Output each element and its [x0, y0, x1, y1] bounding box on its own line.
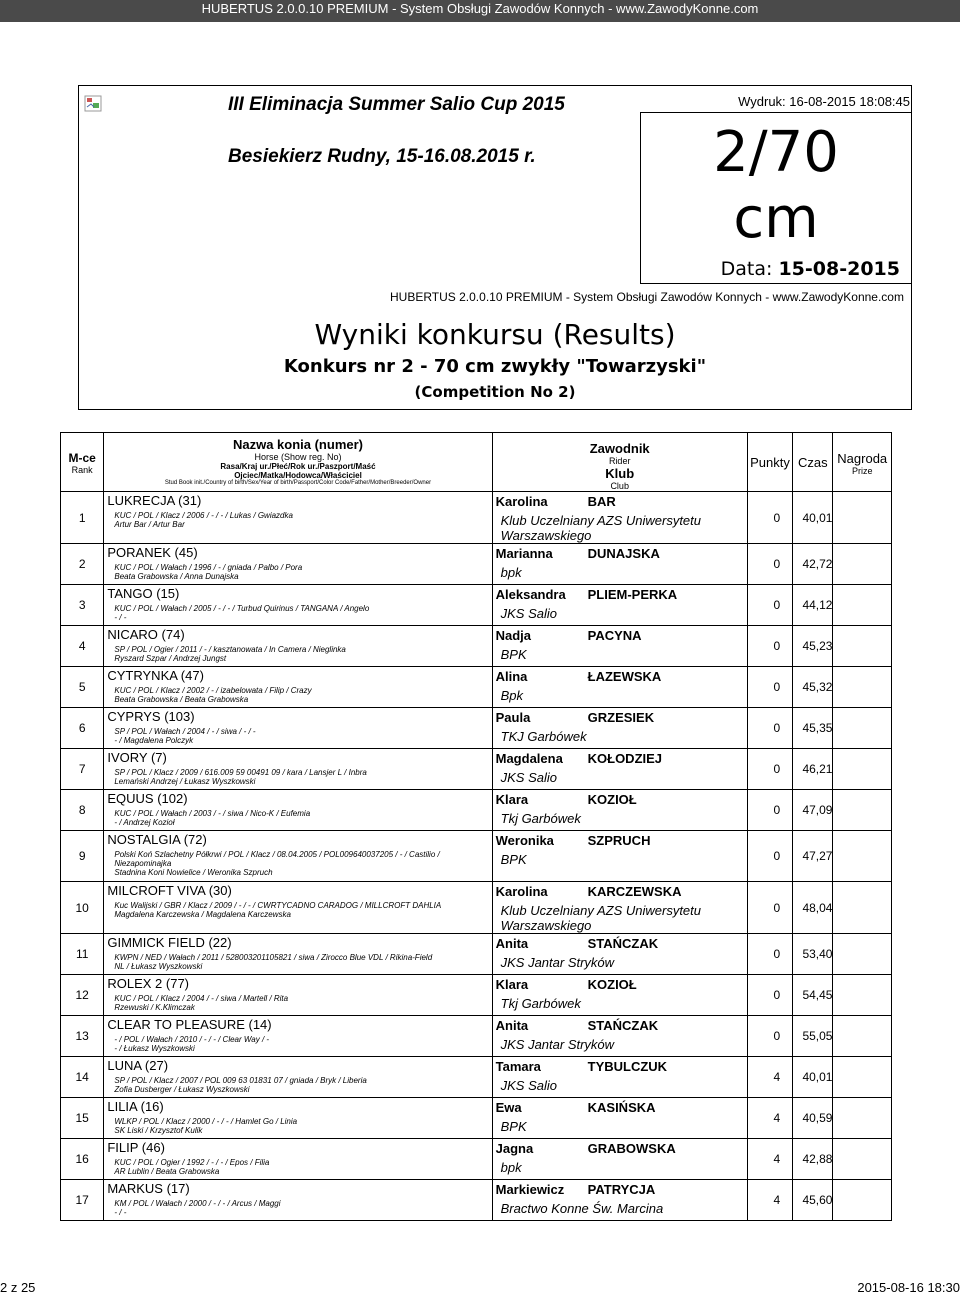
rider-name	[493, 975, 747, 992]
time-cell: 40,59	[793, 1098, 833, 1139]
rider-name	[493, 626, 747, 643]
competition-name: Konkurs nr 2 - 70 cm zwykły "Towarzyski"	[283, 356, 707, 377]
horse-pedigree: SP / POL / Ogier / 2011 / - / kasztanowata / In Camera / Nieglinka	[114, 645, 346, 654]
rank-cell: 12	[61, 975, 104, 1016]
rank-cell: 13	[61, 1016, 104, 1057]
horse-name: TANGO (15)	[107, 586, 180, 601]
horse-pedigree: KUC / POL / Klacz / 2006 / - / - / Lukas / Gwiazdka	[114, 511, 293, 520]
time-cell: 46,21	[793, 749, 833, 790]
horse-name: CYPRYS (103)	[107, 709, 195, 724]
prize-cell	[833, 667, 892, 708]
rider-club: JKS Salio	[500, 1078, 557, 1093]
rider-name	[493, 708, 747, 725]
rider-last-name: DUNAJSKA	[587, 546, 660, 561]
rank-cell: 15	[61, 1098, 104, 1139]
table-row	[61, 831, 892, 882]
horse-cell	[104, 585, 492, 626]
horse-breeder-owner: Rzewuski / K.Klimczak	[114, 1003, 195, 1012]
rider-club: BPK	[500, 647, 527, 662]
prize-cell	[833, 626, 892, 667]
horse-cell	[104, 790, 492, 831]
rider-cell	[492, 626, 747, 667]
header-horse: Nazwa konia (numer) Horse (Show reg. No) Rasa/Kraj ur./Płeć/Rok ur./Paszport/Maść Ojciec/Matka/Hodowca/Właściciel Stud Book init./Country of birth/Sex/Year of birth/Passport/Color Code/Father/Mother/Breeder/Owner	[104, 433, 492, 492]
horse-info	[104, 847, 491, 877]
horse-pedigree: SP / POL / Wałach / 2004 / - / siwa / - / -	[114, 727, 256, 736]
table-row	[61, 749, 892, 790]
prize-cell	[833, 1180, 892, 1221]
prize-cell	[833, 882, 892, 934]
rider-cell	[492, 831, 747, 882]
rider-first-name: Weronika	[495, 833, 554, 848]
rider-club: BPK	[500, 1119, 527, 1134]
rider-cell	[492, 882, 747, 934]
time-cell: 55,05	[793, 1016, 833, 1057]
horse-info	[104, 1032, 491, 1053]
rider-first-name: Markiewicz	[495, 1182, 565, 1197]
table-row	[61, 708, 892, 749]
time-cell: 40,01	[793, 1057, 833, 1098]
rider-name	[493, 790, 747, 807]
rider-name	[493, 1057, 747, 1074]
rider-club: Tkj Garbówek	[500, 996, 581, 1011]
rider-name	[493, 1098, 747, 1115]
table-row	[61, 975, 892, 1016]
rider-cell	[492, 1057, 747, 1098]
horse-pedigree: KUC / POL / Ogier / 1992 / - / - / Epos / Filia	[114, 1158, 270, 1167]
points-cell: 0	[747, 831, 792, 882]
horse-pedigree: Polski Koń Szlachetny Półkrwi / POL / Klacz / 08.04.2005 / POL009640037205 / - / Castilio / Niezapominajka	[114, 850, 440, 868]
points-cell: 0	[747, 667, 792, 708]
rank-cell: 3	[61, 585, 104, 626]
horse-breeder-owner: - / Magdalena Polczyk	[114, 736, 194, 745]
rider-cell	[492, 749, 747, 790]
horse-breeder-owner: - / Łukasz Wyszkowski	[114, 1044, 195, 1053]
rider-name	[493, 667, 747, 684]
height-value: 2/70	[713, 120, 839, 185]
table-row	[61, 882, 892, 934]
horse-info	[104, 683, 491, 704]
competition-place-dates: Besiekierz Rudny, 15-16.08.2015 r.	[228, 146, 536, 167]
horse-cell	[104, 492, 492, 544]
rank-cell: 6	[61, 708, 104, 749]
rider-name	[493, 585, 747, 602]
table-row	[61, 492, 892, 544]
rider-club: bpk	[500, 1160, 522, 1175]
rider-last-name: PATRYCJA	[587, 1182, 656, 1197]
time-cell: 54,45	[793, 975, 833, 1016]
system-caption: HUBERTUS 2.0.0.10 PREMIUM - System Obsługi Zawodów Konnych - www.ZawodyKonne.com	[390, 290, 904, 304]
horse-info	[104, 1196, 491, 1217]
time-cell: 44,12	[793, 585, 833, 626]
rider-first-name: Marianna	[495, 546, 553, 561]
points-cell: 0	[747, 544, 792, 585]
horse-cell	[104, 1098, 492, 1139]
rider-name	[493, 749, 747, 766]
rider-club: JKS Salio	[500, 606, 557, 621]
time-cell: 47,27	[793, 831, 833, 882]
table-row	[61, 934, 892, 975]
rider-last-name: KARCZEWSKA	[587, 884, 682, 899]
rider-first-name: Alina	[495, 669, 528, 684]
rider-club: TKJ Garbówek	[500, 729, 587, 744]
horse-breeder-owner: SK Liski / Krzysztof Kulik	[114, 1126, 203, 1135]
points-cell: 0	[747, 1016, 792, 1057]
points-cell: 0	[747, 790, 792, 831]
date-label: Data:	[720, 258, 779, 280]
rider-cell	[492, 1016, 747, 1057]
rider-cell	[492, 975, 747, 1016]
rider-first-name: Jagna	[495, 1141, 534, 1156]
horse-name: CLEAR TO PLEASURE (14)	[107, 1017, 272, 1032]
horse-cell	[104, 667, 492, 708]
horse-cell	[104, 1057, 492, 1098]
rider-last-name: PACYNA	[587, 628, 642, 643]
prize-cell	[833, 831, 892, 882]
rider-first-name: Anita	[495, 936, 529, 951]
horse-info	[104, 1155, 491, 1176]
prize-cell	[833, 934, 892, 975]
table-row	[61, 1016, 892, 1057]
rider-name	[493, 1139, 747, 1156]
rider-name	[493, 544, 747, 561]
horse-breeder-owner: Beata Grabowska / Beata Grabowska	[114, 695, 249, 704]
header-rank: M-ce Rank	[61, 433, 104, 492]
rider-cell	[492, 790, 747, 831]
horse-name: EQUUS (102)	[107, 791, 188, 806]
competition-number: (Competition No 2)	[414, 383, 576, 401]
points-cell: 4	[747, 1057, 792, 1098]
rider-first-name: Anita	[495, 1018, 529, 1033]
rank-cell: 5	[61, 667, 104, 708]
horse-breeder-owner: Stadnina Koni Nowielice / Weronika Szpruch	[114, 868, 273, 877]
date-value: 15-08-2015	[778, 258, 900, 280]
rider-first-name: Karolina	[495, 884, 548, 899]
rank-cell: 2	[61, 544, 104, 585]
rider-club: JKS Jantar Stryków	[500, 1037, 615, 1052]
time-cell: 45,23	[793, 626, 833, 667]
results-table	[60, 432, 892, 1221]
rank-cell: 1	[61, 492, 104, 544]
horse-info	[104, 991, 491, 1012]
horse-name: MILCROFT VIVA (30)	[107, 883, 232, 898]
obstacle-height	[640, 120, 912, 252]
horse-breeder-owner: Ryszard Szpar / Andrzej Jungst	[114, 654, 227, 663]
rider-name	[493, 934, 747, 951]
rider-cell	[492, 708, 747, 749]
time-cell: 48,04	[793, 882, 833, 934]
horse-info	[104, 806, 491, 827]
horse-breeder-owner: Magdalena Karczewska / Magdalena Karczewska	[114, 910, 291, 919]
horse-info	[104, 601, 491, 622]
horse-cell	[104, 1180, 492, 1221]
table-row	[61, 585, 892, 626]
time-cell: 40,01	[793, 492, 833, 544]
prize-cell	[833, 790, 892, 831]
prize-cell	[833, 749, 892, 790]
horse-pedigree: KUC / POL / Klacz / 2004 / - / siwa / Martell / Rita	[114, 994, 289, 1003]
horse-info	[104, 950, 491, 971]
broken-image-icon	[84, 95, 104, 113]
rider-last-name: GRZESIEK	[587, 710, 655, 725]
rider-club: Bpk	[500, 688, 524, 703]
prize-cell	[833, 492, 892, 544]
horse-name: IVORY (7)	[107, 750, 167, 765]
rider-first-name: Magdalena	[495, 751, 563, 766]
horse-cell	[104, 1139, 492, 1180]
rider-last-name: ŁAZEWSKA	[587, 669, 662, 684]
rider-name	[493, 492, 747, 509]
competition-date	[640, 258, 900, 280]
table-header-row	[61, 433, 892, 492]
horse-pedigree: KM / POL / Wałach / 2000 / - / - / Arcus / Maggi	[114, 1199, 281, 1208]
rider-name	[493, 1180, 747, 1197]
rank-cell: 7	[61, 749, 104, 790]
horse-info	[104, 508, 491, 529]
table-row	[61, 626, 892, 667]
horse-name: GIMMICK FIELD (22)	[107, 935, 232, 950]
time-cell: 42,72	[793, 544, 833, 585]
horse-name: FILIP (46)	[107, 1140, 165, 1155]
horse-name: MARKUS (17)	[107, 1181, 190, 1196]
rider-last-name: KOZIOŁ	[587, 792, 637, 807]
table-row	[61, 1057, 892, 1098]
horse-pedigree: KWPN / NED / Wałach / 2011 / 528003201105821 / siwa / Zirocco Blue VDL / Rikina-Field	[114, 953, 433, 962]
rider-name	[493, 831, 747, 848]
rider-last-name: KOZIOŁ	[587, 977, 637, 992]
horse-name: LUKRECJA (31)	[107, 493, 202, 508]
points-cell: 4	[747, 1098, 792, 1139]
horse-cell	[104, 626, 492, 667]
horse-pedigree: SP / POL / Klacz / 2009 / 616.009 59 00491 09 / kara / Lansjer L / Inbra	[114, 768, 367, 777]
time-cell: 45,32	[793, 667, 833, 708]
horse-info	[104, 1073, 491, 1094]
horse-name: PORANEK (45)	[107, 545, 198, 560]
horse-info	[104, 724, 491, 745]
horse-pedigree: Kuc Walijski / GBR / Klacz / 2009 / - / - / CWRTYCADNO CARADOG / MILLCROFT DAHLIA	[114, 901, 442, 910]
horse-breeder-owner: NL / Łukasz Wyszkowski	[114, 962, 203, 971]
time-cell: 47,09	[793, 790, 833, 831]
time-cell: 45,35	[793, 708, 833, 749]
rider-cell	[492, 544, 747, 585]
horse-name: LILIA (16)	[107, 1099, 164, 1114]
rider-last-name: PLIEM-PERKA	[587, 587, 678, 602]
header-rider: Zawodnik Rider Klub Club	[492, 433, 747, 492]
points-cell: 0	[747, 626, 792, 667]
points-cell: 4	[747, 1180, 792, 1221]
rank-cell: 10	[61, 882, 104, 934]
header-points: Punkty	[747, 433, 792, 492]
horse-breeder-owner: Lemański Andrzej / Łukasz Wyszkowski	[114, 777, 256, 786]
rider-cell	[492, 1139, 747, 1180]
table-row	[61, 1180, 892, 1221]
horse-name: CYTRYNKA (47)	[107, 668, 204, 683]
time-cell: 42,88	[793, 1139, 833, 1180]
page-number: 2 z 25	[0, 1280, 36, 1295]
rank-cell: 8	[61, 790, 104, 831]
horse-cell	[104, 708, 492, 749]
rider-last-name: STAŃCZAK	[587, 936, 659, 951]
rider-first-name: Tamara	[495, 1059, 541, 1074]
rider-club: Tkj Garbówek	[500, 811, 581, 826]
rank-cell: 9	[61, 831, 104, 882]
horse-name: NOSTALGIA (72)	[107, 832, 207, 847]
horse-info	[104, 765, 491, 786]
horse-breeder-owner: Zofia Dusberger / Łukasz Wyszkowski	[114, 1085, 250, 1094]
prize-cell	[833, 585, 892, 626]
table-row	[61, 667, 892, 708]
horse-breeder-owner: Beata Grabowska / Anna Dunajska	[114, 572, 239, 581]
rider-last-name: KASIŃSKA	[587, 1100, 656, 1115]
points-cell: 4	[747, 1139, 792, 1180]
horse-name: NICARO (74)	[107, 627, 185, 642]
points-cell: 0	[747, 934, 792, 975]
horse-info	[104, 560, 491, 581]
horse-cell	[104, 544, 492, 585]
prize-cell	[833, 1057, 892, 1098]
table-row	[61, 1139, 892, 1180]
rider-last-name: BAR	[587, 494, 616, 509]
horse-info	[104, 898, 491, 919]
points-cell: 0	[747, 708, 792, 749]
rider-name	[493, 1016, 747, 1033]
horse-pedigree: WLKP / POL / Klacz / 2000 / - / - / Hamlet Go / Linia	[114, 1117, 298, 1126]
horse-pedigree: KUC / POL / Wałach / 2003 / - / siwa / Nico-K / Eufemia	[114, 809, 311, 818]
rider-last-name: GRABOWSKA	[587, 1141, 676, 1156]
rider-cell	[492, 667, 747, 708]
horse-breeder-owner: - / -	[114, 1208, 127, 1217]
rank-cell: 11	[61, 934, 104, 975]
rider-club: Klub Uczelniany AZS Uniwersytetu Warszawskiego	[500, 513, 702, 543]
table-row	[61, 790, 892, 831]
rider-cell	[492, 585, 747, 626]
points-cell: 0	[747, 749, 792, 790]
rider-club: JKS Jantar Stryków	[500, 955, 615, 970]
horse-pedigree: SP / POL / Klacz / 2007 / POL 009 63 01831 07 / gniada / Bryk / Liberia	[114, 1076, 367, 1085]
rank-cell: 17	[61, 1180, 104, 1221]
rider-club: BPK	[500, 852, 527, 867]
horse-breeder-owner: AR Lublin / Beata Grabowska	[114, 1167, 220, 1176]
header-prize: Nagroda Prize	[833, 433, 892, 492]
results-title: Wyniki konkursu (Results)	[314, 318, 676, 351]
prize-cell	[833, 708, 892, 749]
horse-breeder-owner: - / -	[114, 613, 127, 622]
prize-cell	[833, 544, 892, 585]
horse-info	[104, 1114, 491, 1135]
time-cell: 53,40	[793, 934, 833, 975]
prize-cell	[833, 1098, 892, 1139]
horse-name: ROLEX 2 (77)	[107, 976, 190, 991]
competition-title: III Eliminacja Summer Salio Cup 2015	[228, 94, 565, 115]
prize-cell	[833, 1139, 892, 1180]
horse-cell	[104, 882, 492, 934]
table-row	[61, 1098, 892, 1139]
horse-cell	[104, 1016, 492, 1057]
horse-cell	[104, 749, 492, 790]
prize-cell	[833, 1016, 892, 1057]
rider-first-name: Paula	[495, 710, 531, 725]
horse-breeder-owner: - / Andrzej Kozioł	[114, 818, 175, 827]
rank-cell: 4	[61, 626, 104, 667]
rider-club: Klub Uczelniany AZS Uniwersytetu Warszawskiego	[500, 903, 702, 933]
top-system-bar: HUBERTUS 2.0.0.10 PREMIUM - System Obsługi Zawodów Konnych - www.ZawodyKonne.com	[0, 0, 960, 22]
header-time: Czas	[793, 433, 833, 492]
time-cell: 45,60	[793, 1180, 833, 1221]
horse-cell	[104, 831, 492, 882]
horse-name: LUNA (27)	[107, 1058, 169, 1073]
points-cell: 0	[747, 492, 792, 544]
table-row	[61, 544, 892, 585]
points-cell: 0	[747, 882, 792, 934]
footer-datetime: 2015-08-16 18:30	[857, 1280, 960, 1295]
rank-cell: 16	[61, 1139, 104, 1180]
rider-last-name: STAŃCZAK	[587, 1018, 659, 1033]
rider-club: Bractwo Konne Św. Marcina	[500, 1201, 664, 1216]
rider-name	[493, 882, 747, 899]
height-unit: cm	[733, 186, 819, 251]
rider-last-name: KOŁODZIEJ	[587, 751, 663, 766]
horse-info	[104, 642, 491, 663]
rider-club: JKS Salio	[500, 770, 557, 785]
rider-first-name: Klara	[495, 977, 529, 992]
rider-first-name: Nadja	[495, 628, 532, 643]
horse-pedigree: KUC / POL / Wałach / 1996 / - / gniada / Palbo / Pora	[114, 563, 303, 572]
rider-club: bpk	[500, 565, 522, 580]
prize-cell	[833, 975, 892, 1016]
rider-cell	[492, 934, 747, 975]
horse-pedigree: KUC / POL / Klacz / 2002 / - / izabelowata / Filip / Crazy	[114, 686, 312, 695]
horse-pedigree: KUC / POL / Wałach / 2005 / - / - / Turbud Quirinus / TANGANA / Angelo	[114, 604, 370, 613]
rider-first-name: Klara	[495, 792, 529, 807]
rider-cell	[492, 492, 747, 544]
rider-last-name: SZPRUCH	[587, 833, 651, 848]
horse-cell	[104, 934, 492, 975]
horse-breeder-owner: Artur Bar / Artur Bar	[114, 520, 185, 529]
points-cell: 0	[747, 585, 792, 626]
rider-last-name: TYBULCZUK	[587, 1059, 668, 1074]
print-timestamp: Wydruk: 16-08-2015 18:08:45	[738, 94, 910, 109]
rank-cell: 14	[61, 1057, 104, 1098]
rider-first-name: Karolina	[495, 494, 548, 509]
rider-cell	[492, 1180, 747, 1221]
rider-first-name: Aleksandra	[495, 587, 566, 602]
horse-cell	[104, 975, 492, 1016]
horse-pedigree: - / POL / Wałach / 2010 / - / - / Clear Way / -	[114, 1035, 270, 1044]
points-cell: 0	[747, 975, 792, 1016]
rider-first-name: Ewa	[495, 1100, 522, 1115]
rider-cell	[492, 1098, 747, 1139]
